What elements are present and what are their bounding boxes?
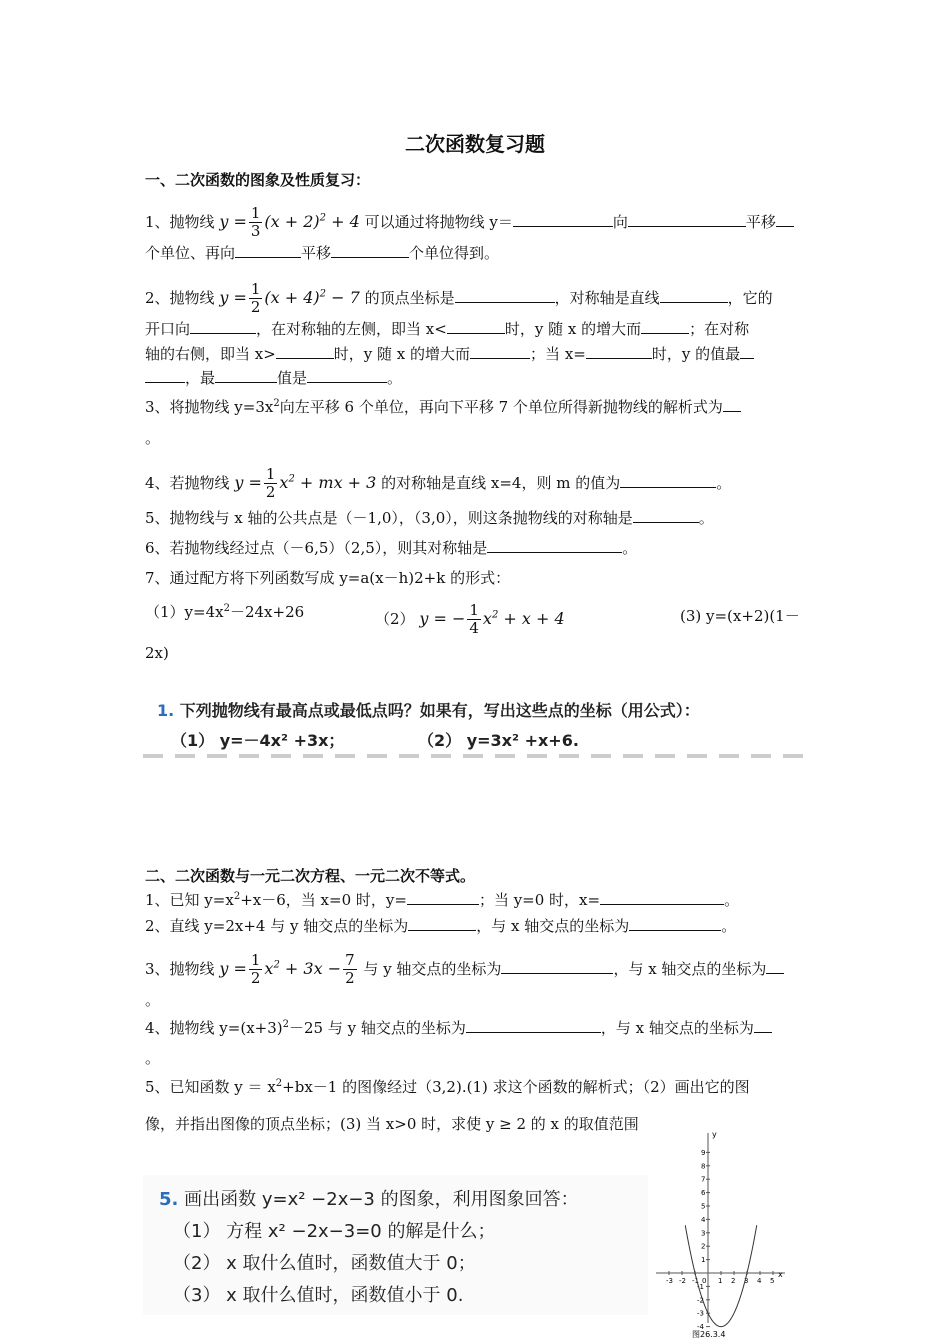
x-tick-label: 1 xyxy=(718,1277,723,1285)
question-2-1: 1、已知 $y=x^2+x-6$，当 x=0 时，y= ；当 y=0 时，x= 。 xyxy=(145,891,740,909)
answer-blank[interactable] xyxy=(408,916,476,931)
answer-blank[interactable] xyxy=(276,344,334,359)
excerpt-1-p2: （2） y=3x² +x+6. xyxy=(418,731,579,750)
answer-blank[interactable] xyxy=(513,212,613,227)
formula: y = $\frac{1}{2}$ $x^2$ + mx + 3 xyxy=(234,465,377,501)
question-2-3-cont: 。 xyxy=(145,991,161,1009)
question-1-1-cont: 个单位、再向 平移 个单位得到。 xyxy=(145,244,500,262)
question-1-6: 6、若抛物线经过点（－6,5）（2,5），则其对称轴是 。 xyxy=(145,539,638,557)
answer-blank[interactable] xyxy=(190,319,256,334)
answer-blank[interactable] xyxy=(466,1018,601,1033)
question-2-5-cont: 像，并指出图像的顶点坐标；(3) 当 x>0 时，求使 y ≥ 2 的 x 的取值范围 xyxy=(145,1115,639,1133)
answer-blank[interactable] xyxy=(447,319,505,334)
answer-blank[interactable] xyxy=(766,959,784,974)
question-1-5: 5、抛物线与 x 轴的公共点是（－1,0），（3,0），则这条抛物线的对称轴是 。 xyxy=(145,509,714,527)
q-text: 可以通过将抛物线 y＝ xyxy=(364,213,513,231)
x-tick-label: -3 xyxy=(666,1277,673,1285)
answer-blank[interactable] xyxy=(754,1018,772,1033)
excerpt-1-line1: 1. 下列抛物线有最高点或最低点吗？如果有，写出这些点的坐标（用公式）： xyxy=(157,701,700,720)
answer-blank[interactable] xyxy=(620,473,716,488)
answer-blank[interactable] xyxy=(215,368,277,383)
answer-blank[interactable] xyxy=(455,288,555,303)
question-1-2-cont1: 开口向 ，在对称轴的左侧，即当 x< 时，y 随 x 的增大而 ；在对称 xyxy=(145,320,750,338)
x-tick-label: 5 xyxy=(770,1277,775,1285)
y-tick-label: 1 xyxy=(701,1256,706,1265)
answer-blank[interactable] xyxy=(776,212,794,227)
x-axis-label: x xyxy=(778,1270,783,1279)
excerpt-1-p1: （1） y=－4x² +3x； xyxy=(171,731,345,750)
answer-blank[interactable] xyxy=(723,397,741,412)
y-tick-label: 7 xyxy=(701,1175,706,1184)
page-title: 二次函数复习题 xyxy=(405,132,545,156)
y-tick-label: 4 xyxy=(701,1215,706,1224)
excerpt-2-line3: （2） x 取什么值时，函数值大于 0； xyxy=(173,1253,476,1274)
y-tick-label: 9 xyxy=(701,1148,706,1157)
y-tick-label: 8 xyxy=(701,1162,706,1171)
x-tick-label: -1 xyxy=(692,1277,699,1285)
part-3: (3) y=(x+2)(1－ xyxy=(680,607,800,625)
answer-blank[interactable] xyxy=(487,538,622,553)
answer-blank[interactable] xyxy=(470,344,530,359)
question-2-4-cont: 。 xyxy=(145,1049,161,1067)
x-tick-label: 0 xyxy=(702,1277,707,1285)
question-2-3: 3、抛物线 y = $\frac{1}{2}$ $x^2 + 3x$ − $\frac{7}{2}$ 与 y 轴交点的坐标为 ，与 x 轴交点的坐标为 xyxy=(145,952,784,987)
y-tick-label: -4 xyxy=(697,1323,704,1332)
question-1-7: 7、通过配方将下列函数写成 y=a(x－h)2+k 的形式： xyxy=(145,569,511,587)
textbook-excerpt-2 xyxy=(143,1175,648,1315)
question-1-3-cont: 。 xyxy=(145,429,161,447)
y-tick-label: -1 xyxy=(697,1282,704,1291)
question-1-1: 1、抛物线 y = $\frac{1}{3}$ $(x + 2)^2 + 4$ 可以通过将抛物线 y＝ 向 平移 xyxy=(145,205,794,240)
x-tick-label: -2 xyxy=(679,1277,686,1285)
answer-blank[interactable] xyxy=(641,319,689,334)
section2-heading: 二、二次函数与一元二次方程、一元二次不等式。 xyxy=(145,867,476,885)
excerpt-2-line2: （1） 方程 x² −2x−3=0 的解是什么； xyxy=(173,1221,496,1242)
excerpt-2-line1: 5. 画出函数 y=x² −2x−3 的图象，利用图象回答： xyxy=(159,1189,579,1210)
answer-blank[interactable] xyxy=(629,916,721,931)
answer-blank[interactable] xyxy=(660,288,728,303)
q-text: 1、抛物线 xyxy=(145,213,215,231)
textbook-excerpt-1 xyxy=(143,690,808,758)
excerpt-1-cutoff xyxy=(143,754,808,758)
question-1-7-parts: $(1)y=4x^2-24x+26$ （2） y = − $\frac{1}{4}$ $x^2 + x + 4$ (3) y=(x+2)(1－ xyxy=(145,601,800,637)
formula: y = $\frac{1}{2}$ $x^2 + 3x$ − $\frac{7}{2}$ xyxy=(219,951,355,987)
excerpt-2-line4: （3） x 取什么值时，函数值小于 0. xyxy=(173,1285,464,1306)
question-2-2: 2、直线 y=2x+4 与 y 轴交点的坐标为 ，与 x 轴交点的坐标为 。 xyxy=(145,917,737,935)
question-1-4: 4、若抛物线 y = $\frac{1}{2}$ $x^2$ + mx + 3 的对称轴是直线 x=4，则 m 的值为 。 xyxy=(145,465,732,501)
parabola-graph xyxy=(650,1125,795,1340)
y-tick-label: 5 xyxy=(701,1202,706,1211)
y-tick-label: -2 xyxy=(697,1296,704,1305)
y-tick-label: 3 xyxy=(701,1229,706,1238)
x-tick-label: 3 xyxy=(744,1277,749,1285)
parabola-curve xyxy=(685,1225,757,1326)
question-2-5: 5、已知函数 $y = x^2+bx-1$ 的图像经过（3,2).(1) 求这个函数的解析式；（2）画出它的图 xyxy=(145,1078,750,1096)
answer-blank[interactable] xyxy=(586,344,652,359)
y-tick-label: -3 xyxy=(697,1309,704,1318)
answer-blank[interactable] xyxy=(331,243,409,258)
answer-blank[interactable] xyxy=(628,212,746,227)
question-1-3: 3、将抛物线 $y=3x^2$向左平移 6 个单位，再向下平移 7 个单位所得新抛物线的解析式为 xyxy=(145,397,741,417)
answer-blank[interactable] xyxy=(145,368,185,383)
formula: y = $\frac{1}{2}$ $(x + 4)^2 - 7$ xyxy=(219,280,360,316)
x-tick-label: 4 xyxy=(757,1277,762,1285)
question-1-2-cont3: ，最 值是 。 xyxy=(145,368,402,388)
question-1-2: 2、抛物线 y = $\frac{1}{2}$ $(x + 4)^2 - 7$ 的顶点坐标是 ，对称轴是直线 ，它的 xyxy=(145,280,773,316)
answer-blank[interactable] xyxy=(501,959,613,974)
y-axis-label: y xyxy=(712,1130,717,1139)
answer-blank[interactable] xyxy=(633,508,699,523)
y-tick-label: 6 xyxy=(701,1189,706,1198)
answer-blank[interactable] xyxy=(407,890,479,905)
answer-blank[interactable] xyxy=(235,243,301,258)
y-tick-label: 2 xyxy=(701,1242,706,1251)
graph-caption: 图26.3.4 xyxy=(692,1330,726,1339)
question-1-7-cont: 2x) xyxy=(145,644,169,662)
part-2: （2） y = − $\frac{1}{4}$ $x^2 + x + 4$ xyxy=(375,601,565,637)
answer-blank[interactable] xyxy=(600,890,724,905)
answer-blank[interactable] xyxy=(740,344,754,359)
x-tick-label: 2 xyxy=(731,1277,736,1285)
question-1-2-cont2: 轴的右侧，即当 x> 时，y 随 x 的增大而 ；当 x= 时，y 的值最 xyxy=(145,344,754,364)
section1-heading: 一、二次函数的图象及性质复习： xyxy=(145,171,371,189)
question-2-4: 4、抛物线 $y=(x+3)^2-25$ 与 y 轴交点的坐标为 ，与 x 轴交点的坐标为 xyxy=(145,1018,772,1038)
formula: y = $\frac{1}{3}$ $(x + 2)^2 + 4$ xyxy=(219,204,360,240)
answer-blank[interactable] xyxy=(307,368,387,383)
